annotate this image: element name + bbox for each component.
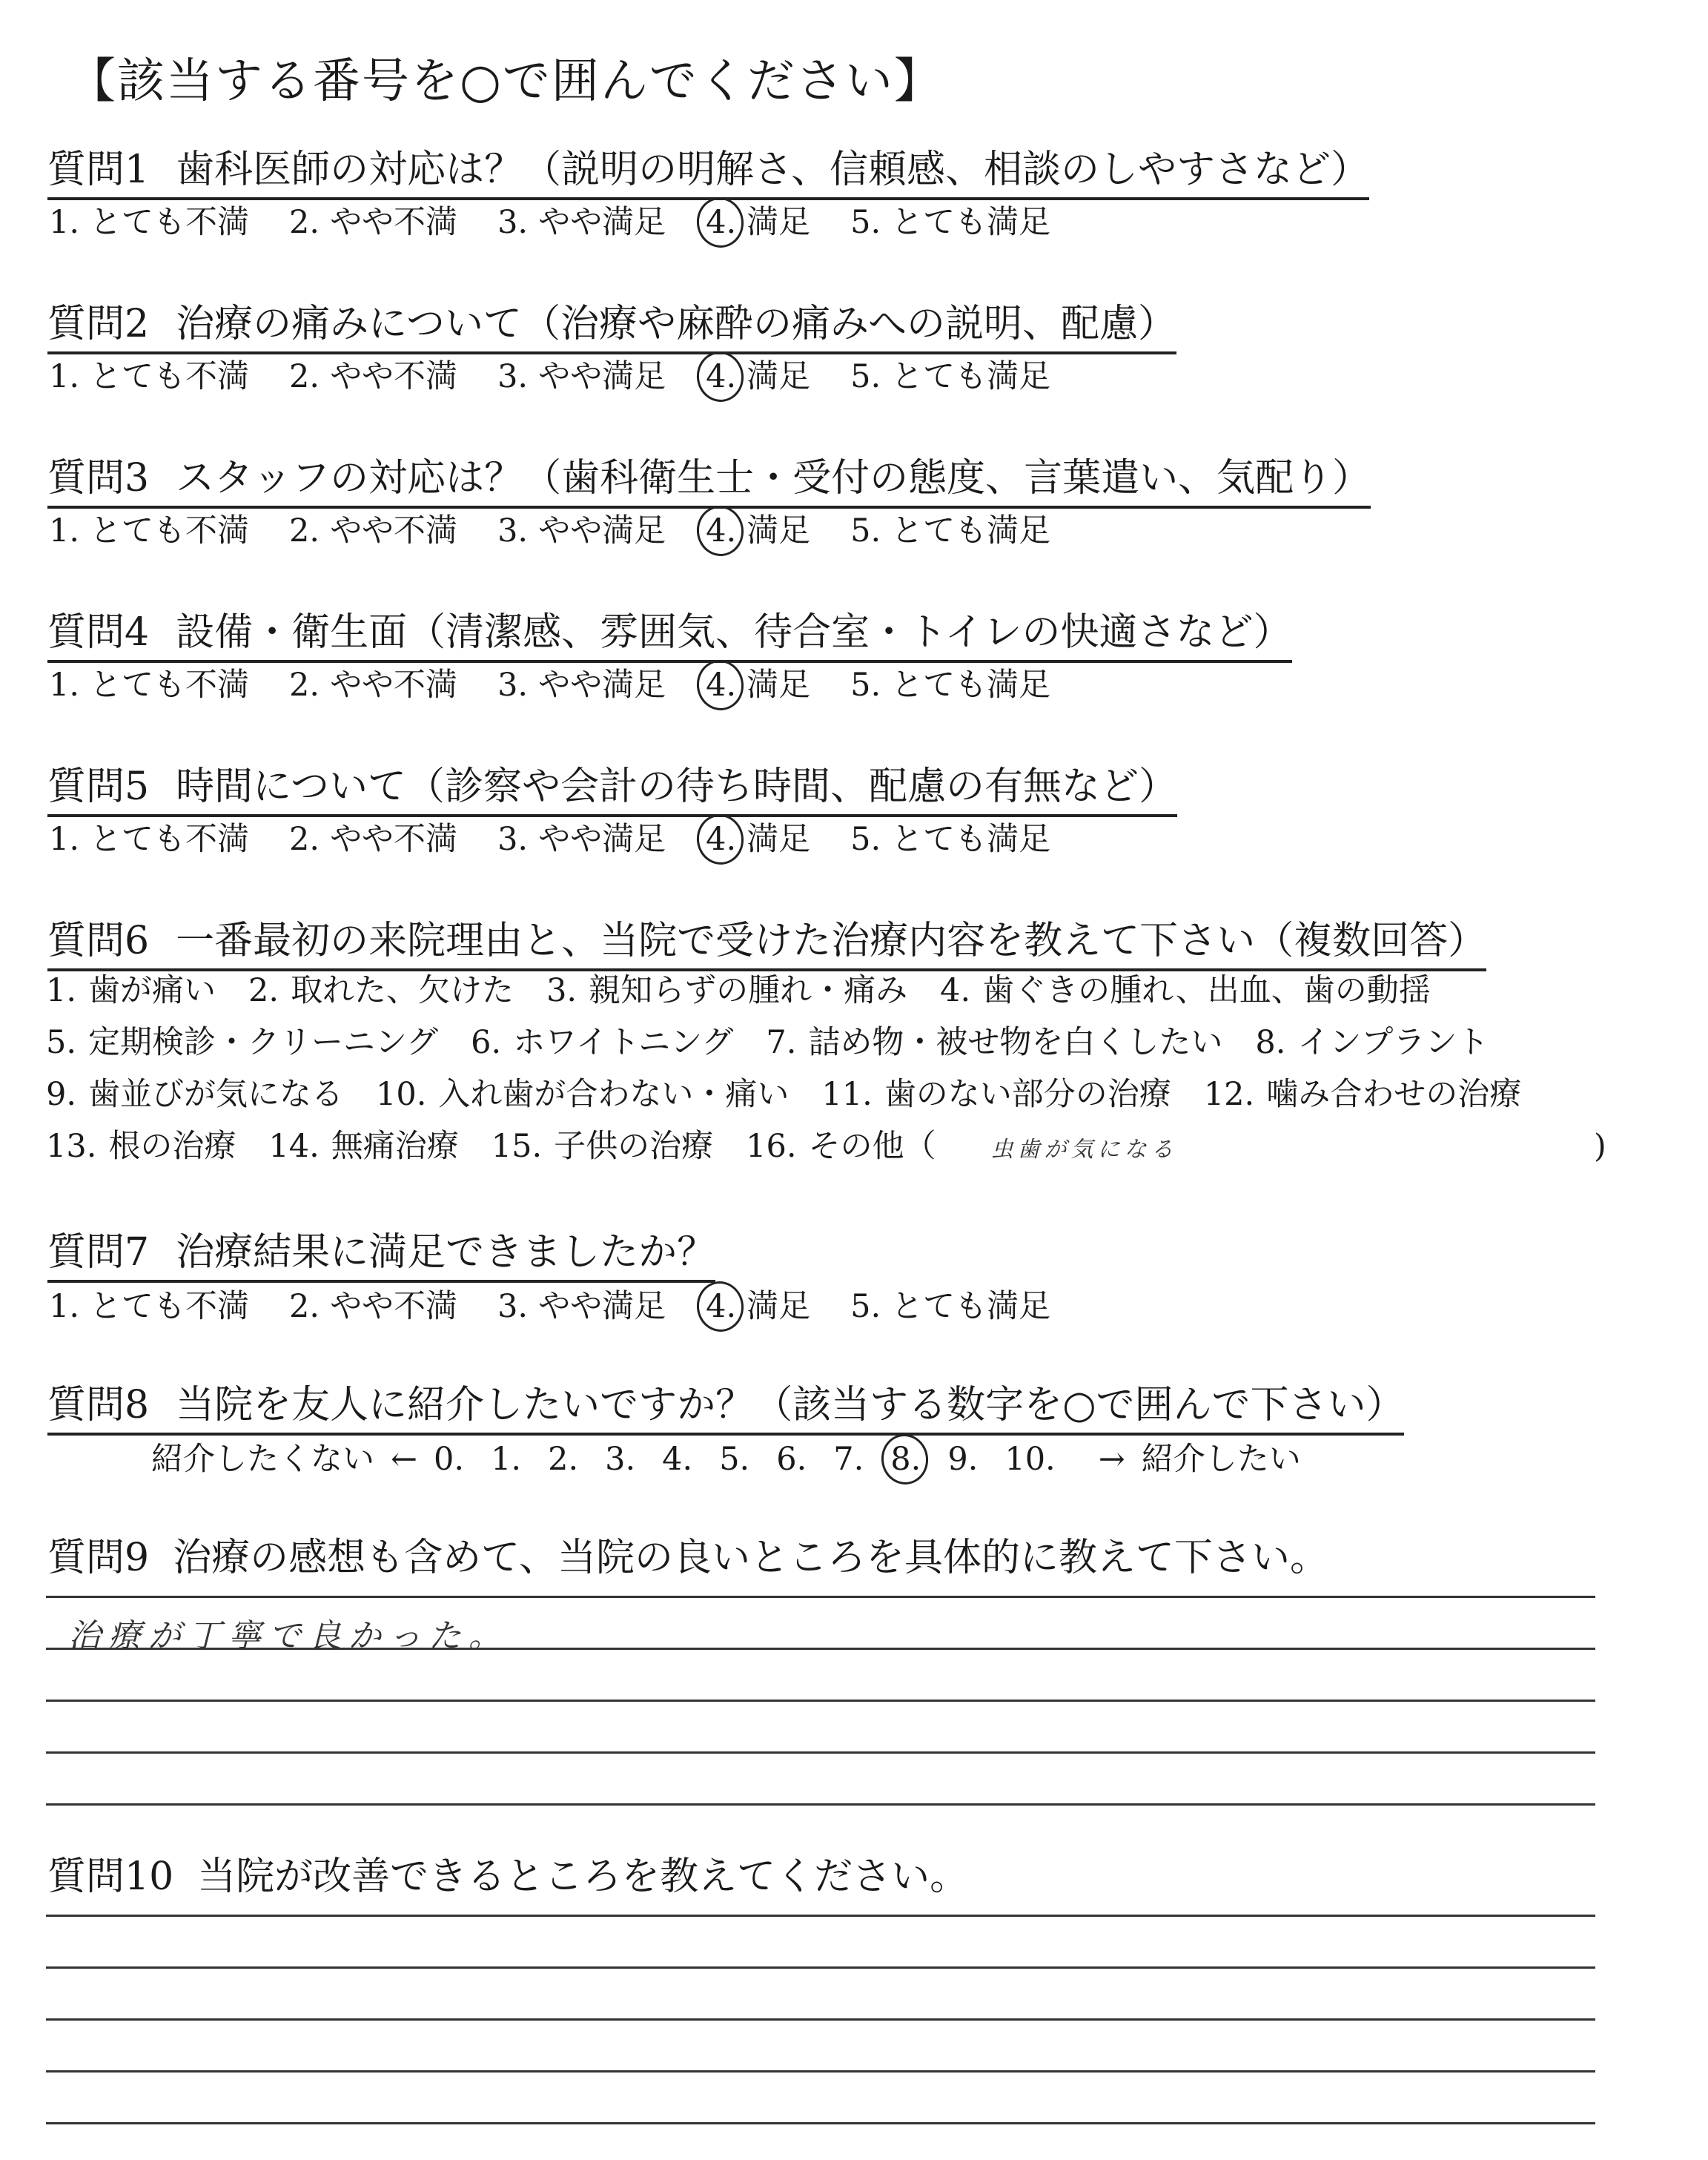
q5-option-1 [49,821,249,858]
q8-value-10: 10. [1004,1441,1056,1478]
q6-option-2 [248,972,514,1009]
q3-option-label: とても満足 [891,512,1051,549]
q2-label: 質問2 [47,302,150,346]
q7-option-1 [49,1288,249,1325]
q5-options [49,817,1090,862]
q7-option-number: 3. [497,1288,529,1325]
q1-option-1 [49,204,249,241]
q8-right-label: 紹介したい [1141,1441,1301,1478]
q7-option-number: 2. [289,1288,320,1325]
q6-option-label: 詰め物・被せ物を白くしたい [808,1024,1223,1061]
q6-option-label: 定期検診・クリーニング [88,1024,439,1061]
q4-option-number: 1. [49,667,80,704]
q5-option-label: やや満足 [538,821,666,858]
q1-option-number: 3. [497,204,529,241]
q4-option-label: とても不満 [90,667,250,704]
q2-option-number: 2. [289,358,320,395]
q4-options [49,663,1090,707]
q3-option-number: 1. [49,512,80,549]
q6-option-label: 取れた、欠けた [291,972,514,1009]
q6-option-number: 12. [1203,1076,1255,1113]
q1-options [49,200,1090,245]
q1-option-5 [850,204,1050,241]
q2-title [47,300,1176,354]
q1-option-label: とても不満 [90,204,250,241]
q10-label: 質問10 [47,1855,174,1899]
q1-title [47,145,1369,200]
q10-answer-line [46,2122,1595,2124]
q6-option-label: 歯ぐきの腫れ、出血、歯の動揺 [982,972,1431,1009]
q6-option-row [46,1020,1521,1065]
q5-option-number: 5. [850,821,881,858]
q6-option-number: 14. [268,1128,320,1165]
q7-option-4 [706,1288,810,1325]
q6-option-number: 3. [546,972,577,1009]
q4-text: 設備・衛生面（清潔感、雰囲気、待合室・トイレの快適さなど） [176,610,1292,655]
q7-text: 治療結果に満足できましたか？ [176,1230,716,1275]
q10-answer-line [46,1966,1595,1969]
q6-option-number: 5. [46,1024,77,1061]
q6-option-label: 入れ歯が合わない・痛い [438,1076,790,1113]
q8-label: 質問8 [47,1383,150,1427]
q6-option-number: 4. [940,972,971,1009]
q4-option-5 [850,667,1050,704]
q7-option-number: 5. [850,1288,881,1325]
page-heading: 【該当する番号を○で囲んでください】 [68,54,943,109]
q5-option-number: 4. [706,817,736,862]
q8-value-7: 7. [833,1441,864,1478]
q7-option-label: 満足 [747,1288,811,1325]
q9-text: 治療の感想も含めて、当院の良いところを具体的に教えて下さい。 [173,1536,1329,1580]
q8-value-1: 1. [491,1441,522,1478]
q7-option-number: 1. [49,1288,80,1325]
q4-option-number: 5. [850,667,881,704]
q7-label: 質問7 [47,1230,150,1275]
q6-option-number: 9. [46,1076,77,1113]
q8-value-3: 3. [605,1441,636,1478]
q5-title [47,762,1177,817]
q2-option-number: 5. [850,358,881,395]
q10-title [47,1852,968,1901]
q7-option-label: やや不満 [330,1288,458,1325]
q5-option-number: 2. [289,821,320,858]
right-arrow-icon: → [1098,1441,1125,1478]
q4-option-number: 3. [497,667,529,704]
q10-answer-line [46,1915,1595,1917]
q8-value-6: 6. [776,1441,807,1478]
q6-option-number: 13. [46,1128,97,1165]
q7-option-2 [289,1288,457,1325]
q3-title [47,454,1371,509]
q1-text: 歯科医師の対応は？（説明の明解さ、信頼感、相談のしやすさなど） [176,148,1370,192]
q3-label: 質問3 [47,456,150,501]
q1-option-label: 満足 [747,204,811,241]
q4-option-number: 4. [706,663,736,707]
q6-option-number: 7. [766,1024,797,1061]
q6-option-number: 10. [376,1076,427,1113]
q2-option-4 [706,358,810,395]
q6-option-label: その他（ [808,1128,936,1165]
q4-title [47,608,1292,663]
q2-option-5 [850,358,1050,395]
q5-option-label: やや不満 [330,821,458,858]
q5-option-label: 満足 [747,821,811,858]
q2-option-number: 4. [706,354,736,399]
q5-text: 時間について（診察や会計の待ち時間、配慮の有無など） [176,764,1178,809]
q1-option-number: 4. [706,200,736,245]
q2-option-label: 満足 [747,358,811,395]
q4-label: 質問4 [47,610,150,655]
q6-title [47,916,1486,971]
q2-option-label: やや満足 [538,358,666,395]
q5-option-label: とても不満 [90,821,250,858]
q3-option-number: 5. [850,512,881,549]
q1-option-4 [706,204,810,241]
q2-option-3 [497,358,666,395]
q3-option-number: 2. [289,512,320,549]
q6-option-label: インプラント [1297,1024,1489,1061]
q6-option-number: 2. [248,972,279,1009]
q7-title [47,1228,715,1283]
q6-option-15 [491,1128,713,1165]
q1-option-label: とても満足 [891,204,1051,241]
q3-option-label: とても不満 [90,512,250,549]
q9-answer-line [46,1803,1595,1806]
q6-option-label: 子供の治療 [554,1128,714,1165]
q6-option-12 [1204,1076,1521,1113]
q4-option-number: 2. [289,667,320,704]
q6-option-16 [746,1128,936,1165]
q5-option-label: とても満足 [891,821,1051,858]
q10-answer-line [46,2070,1595,2073]
q9-answer-line [46,1700,1595,1702]
q7-option-label: とても不満 [90,1288,250,1325]
q2-option-label: とても不満 [90,358,250,395]
q8-values [434,1441,1082,1478]
q6-option-row [46,1072,1554,1117]
q6-option-label: ホワイトニング [513,1024,734,1061]
q3-option-label: やや満足 [538,512,666,549]
q4-option-label: 満足 [747,667,811,704]
q3-options [49,509,1090,553]
q9-answer-line [46,1751,1595,1754]
q1-option-label: やや満足 [538,204,666,241]
q6-option-label: 歯並びが気になる [88,1076,344,1113]
q8-value-0: 0. [434,1441,465,1478]
q8-value-9: 9. [947,1441,979,1478]
q7-options [49,1284,1090,1329]
q5-option-3 [497,821,666,858]
q4-option-label: やや満足 [538,667,666,704]
q1-option-number: 1. [49,204,80,241]
q6-option-number: 15. [491,1128,543,1165]
q2-text: 治療の痛みについて（治療や麻酔の痛みへの説明、配慮） [176,302,1177,346]
q6-option-number: 11. [821,1076,873,1113]
q6-option-6 [471,1024,733,1061]
q8-value-8: 8. [890,1437,921,1482]
q9-answer-line [46,1596,1595,1598]
q1-label: 質問1 [47,148,150,192]
q6-option-label: 無痛治療 [331,1128,459,1165]
q6-option-label: 親知らずの腫れ・痛み [589,972,908,1009]
q6-option-number: 6. [471,1024,502,1061]
q6-option-5 [46,1024,438,1061]
q3-option-2 [289,512,457,549]
q8-title [47,1381,1404,1436]
q6-option-label: 根の治療 [108,1128,236,1165]
q3-option-number: 4. [706,509,736,553]
q6-option-4 [940,972,1431,1009]
q4-option-label: やや不満 [330,667,458,704]
q4-option-label: とても満足 [891,667,1051,704]
q5-option-number: 3. [497,821,529,858]
q2-option-number: 1. [49,358,80,395]
q2-option-2 [289,358,457,395]
q2-options [49,354,1090,399]
q6-option-1 [46,972,216,1009]
q1-option-number: 2. [289,204,320,241]
q7-option-number: 4. [706,1284,736,1329]
q2-option-label: とても満足 [891,358,1051,395]
q3-text: スタッフの対応は？（歯科衛生士・受付の態度、言葉遣い、気配り） [176,456,1371,501]
q2-option-1 [49,358,249,395]
q3-option-1 [49,512,249,549]
q7-option-label: とても満足 [891,1288,1051,1325]
q10-answer-line [46,2018,1595,2021]
q1-option-number: 5. [850,204,881,241]
q3-option-label: 満足 [747,512,811,549]
q5-option-5 [850,821,1050,858]
q1-option-label: やや不満 [330,204,458,241]
q3-option-label: やや不満 [330,512,458,549]
q6-option-10 [376,1076,789,1113]
q7-option-label: やや満足 [538,1288,666,1325]
q8-text: 当院を友人に紹介したいですか？（該当する数字を○で囲んで下さい） [176,1383,1405,1427]
q6-option-7 [766,1024,1222,1061]
q6-option-label: 歯のない部分の治療 [884,1076,1171,1113]
q3-option-4 [706,512,810,549]
q4-option-1 [49,667,249,704]
q6-close-paren: ) [1594,1128,1606,1165]
q6-option-label: 歯が痛い [88,972,216,1009]
q1-option-2 [289,204,457,241]
q3-option-5 [850,512,1050,549]
q6-option-14 [268,1128,458,1165]
q5-option-number: 1. [49,821,80,858]
q8-value-2: 2. [548,1441,579,1478]
q4-option-3 [497,667,666,704]
q6-option-number: 1. [46,972,77,1009]
q2-option-number: 3. [497,358,529,395]
q6-option-row [46,1124,1178,1172]
q6-option-number: 8. [1255,1024,1286,1061]
q9-answer: 治療が丁寧で良かった。 [68,1617,509,1655]
q6-option-3 [546,972,907,1009]
q6-option-number: 16. [746,1128,797,1165]
q6-option-11 [821,1076,1171,1113]
q10-text: 当院が改善できるところを教えてください。 [197,1855,969,1899]
q6-option-8 [1255,1024,1489,1061]
q9-title [47,1533,1328,1582]
q5-option-4 [706,821,810,858]
q8-value-4: 4. [662,1441,693,1478]
q9-label: 質問9 [47,1536,150,1580]
q6-option-9 [46,1076,343,1113]
left-arrow-icon: ← [391,1441,418,1478]
q6-option-13 [46,1128,236,1165]
q1-option-3 [497,204,666,241]
q3-option-3 [497,512,666,549]
q9-answer-line [46,1648,1595,1650]
q6-other-answer: 虫歯が気になる [990,1137,1178,1163]
q6-text: 一番最初の来院理由と、当院で受けた治療内容を教えて下さい（複数回答） [176,919,1487,963]
q2-option-label: やや不満 [330,358,458,395]
q6-option-label: 噛み合わせの治療 [1266,1076,1522,1113]
q4-option-4 [706,667,810,704]
q6-option-row [46,968,1463,1013]
q5-label: 質問5 [47,764,150,809]
q8-scale [151,1437,1301,1482]
q5-option-2 [289,821,457,858]
q8-left-label: 紹介したくない [151,1441,374,1478]
q6-label: 質問6 [47,919,150,963]
q7-option-5 [850,1288,1050,1325]
q3-option-number: 3. [497,512,529,549]
q8-value-5: 5. [719,1441,750,1478]
q4-option-2 [289,667,457,704]
q7-option-3 [497,1288,666,1325]
